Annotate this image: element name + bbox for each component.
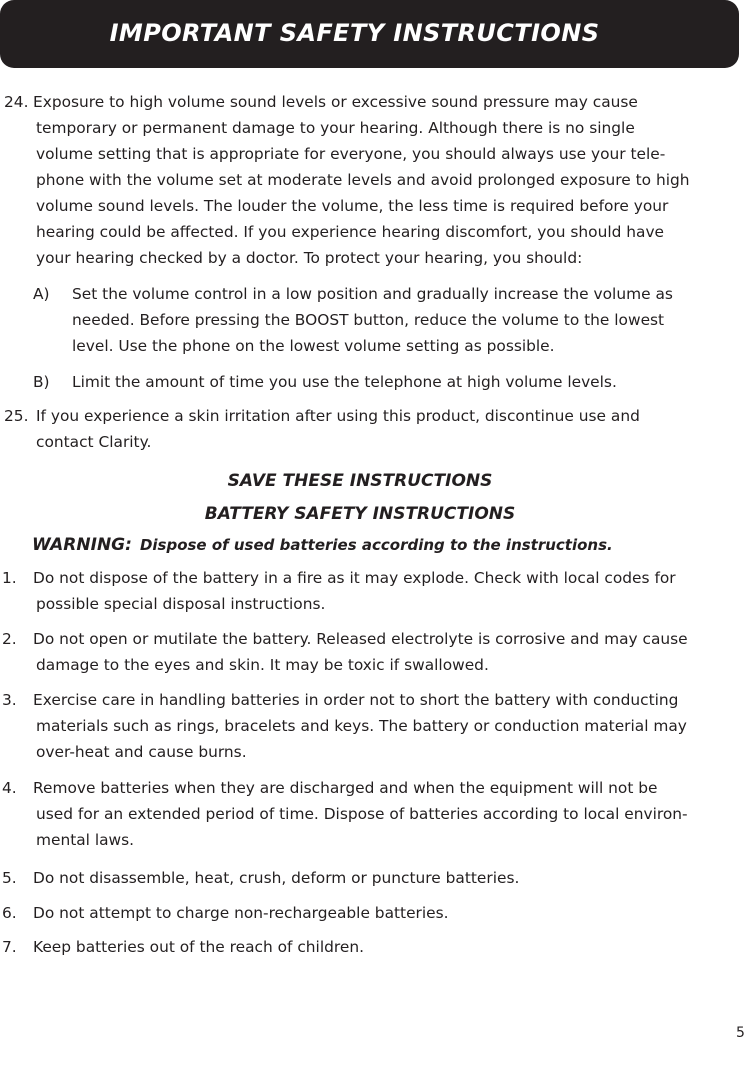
item-24-sub-a-line-3: level. Use the phone on the lowest volume setting as possible. <box>72 337 555 355</box>
item-24-sub-a-label: A) <box>33 285 50 303</box>
item-24-number: 24. <box>4 93 29 111</box>
battery-item-7-number: 7. <box>2 938 17 956</box>
battery-item-2-line-2: damage to the eyes and skin. It may be toxic if swallowed. <box>36 656 489 674</box>
item-25-line-1: If you experience a skin irritation after using this product, discontinue use and <box>36 407 640 425</box>
item-24-sub-a-line-1: Set the volume control in a low position and gradually increase the volume as <box>72 285 673 303</box>
battery-item-4-number: 4. <box>2 779 17 797</box>
item-24-line-7: your hearing checked by a doctor. To protect your hearing, you should: <box>36 249 583 267</box>
item-24-line-4: phone with the volume set at moderate levels and avoid prolonged exposure to high <box>36 171 690 189</box>
warning-line <box>32 534 613 556</box>
item-25-number: 25. <box>4 407 29 425</box>
battery-item-2-line-1: Do not open or mutilate the battery. Released electrolyte is corrosive and may cause <box>33 630 688 648</box>
battery-item-1-line-2: possible special disposal instructions. <box>36 595 326 613</box>
item-24-line-3: volume setting that is appropriate for everyone, you should always use your tele- <box>36 145 666 163</box>
battery-item-3-line-1: Exercise care in handling batteries in order not to short the battery with conducting <box>33 691 679 709</box>
battery-item-4-line-2: used for an extended period of time. Dispose of batteries according to local environ- <box>36 805 688 823</box>
battery-item-5-number: 5. <box>2 869 17 887</box>
battery-item-3-number: 3. <box>2 691 17 709</box>
item-25-line-2: contact Clarity. <box>36 433 152 451</box>
page-title: IMPORTANT SAFETY INSTRUCTIONS <box>109 19 600 47</box>
warning-text: Dispose of used batteries according to the instructions. <box>139 536 613 554</box>
battery-item-4-line-1: Remove batteries when they are discharged and when the equipment will not be <box>33 779 658 797</box>
battery-item-2-number: 2. <box>2 630 17 648</box>
item-24-line-6: hearing could be affected. If you experience hearing discomfort, you should have <box>36 223 665 241</box>
battery-item-3-line-3: over-heat and cause burns. <box>36 743 247 761</box>
battery-item-4-line-3: mental laws. <box>36 831 135 849</box>
save-instructions-heading: SAVE THESE INSTRUCTIONS <box>227 471 493 491</box>
battery-item-1-line-1: Do not dispose of the battery in a fire as it may explode. Check with local codes for <box>33 569 676 587</box>
battery-item-3-line-2: materials such as rings, bracelets and keys. The battery or conduction material may <box>36 717 687 735</box>
battery-item-5-line-1: Do not disassemble, heat, crush, deform or puncture batteries. <box>33 869 520 887</box>
battery-item-1-number: 1. <box>2 569 17 587</box>
warning-label: WARNING: <box>32 535 132 555</box>
battery-item-6-line-1: Do not attempt to charge non-rechargeable batteries. <box>33 904 449 922</box>
battery-item-6-number: 6. <box>2 904 17 922</box>
item-24-sub-b-label: B) <box>33 373 50 391</box>
item-24-line-5: volume sound levels. The louder the volume, the less time is required before your <box>36 197 669 215</box>
item-24-sub-b-line-1: Limit the amount of time you use the telephone at high volume levels. <box>72 373 617 391</box>
item-24-sub-a-line-2: needed. Before pressing the BOOST button, reduce the volume to the lowest <box>72 311 665 329</box>
item-24-line-2: temporary or permanent damage to your hearing. Although there is no single <box>36 119 635 137</box>
battery-safety-heading: BATTERY SAFETY INSTRUCTIONS <box>204 504 516 524</box>
battery-item-7-line-1: Keep batteries out of the reach of children. <box>33 938 364 956</box>
item-24-line-1: Exposure to high volume sound levels or excessive sound pressure may cause <box>33 93 638 111</box>
page-number: 5 <box>736 1025 745 1041</box>
